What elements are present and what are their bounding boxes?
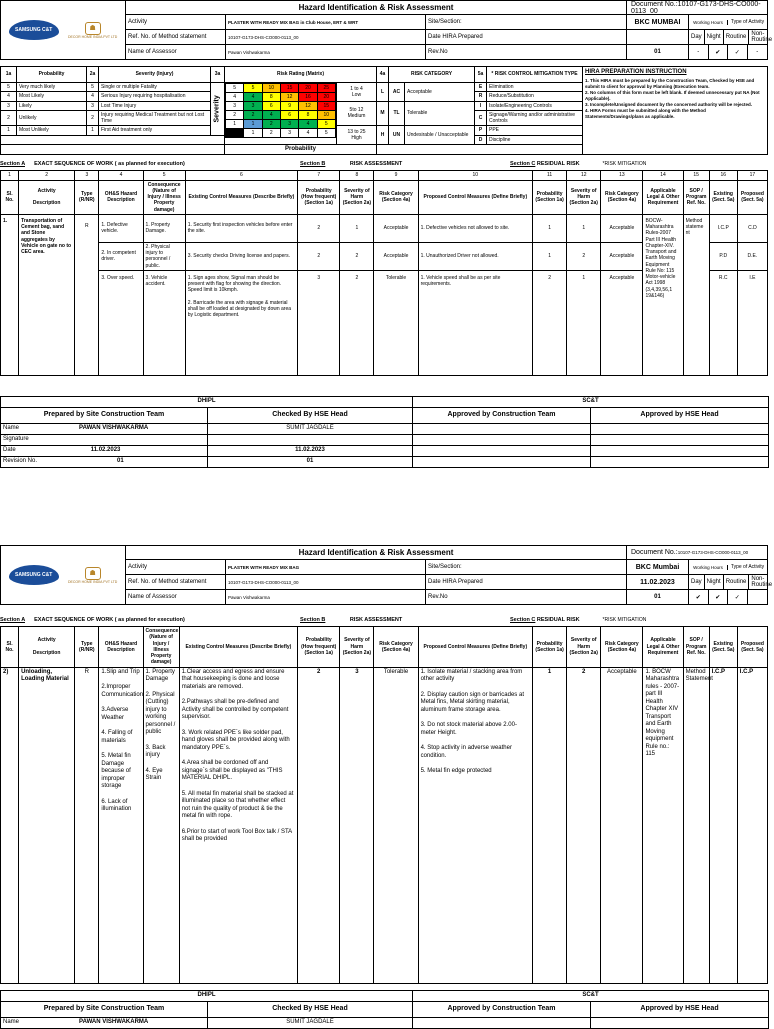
list-item: 4. Stop activity in adverse weather condition.	[420, 745, 512, 759]
proposed-controls-list	[418, 667, 532, 983]
column-number: 6	[185, 171, 297, 180]
list-item: 2.Pathways shall be pre-defined and Activity shall be controlled by competent supervisor.	[181, 699, 289, 720]
list-item: 5. Metal fin Damage because of improper storage	[101, 753, 131, 789]
column-headers: Sl. No. Activity Description Type (R/NR) OH&S Hazard Description Consequence (Nature of Injury / Illness Property damage) Existing Control Measures (Describe Briefly) Probability (How frequent) (Section 1a) Severity of Harm (Section 2a) Risk Category (Section 4a) Proposed Control Measures (Define Briefly) Probability (Section 1a) Severity of Harm (Section 2a) Risk Category (Section 4a) Applicable Legal & Other Requirement SOP / Program Ref. No. Existing (Sect. 5a) Proposed (Sect. 5a)	[1, 180, 768, 214]
decor-logo: ☗ DECOR HOME INDIA PVT LTD	[68, 22, 117, 39]
column-number: 15	[683, 171, 709, 180]
risk-matrix: 5 5 10 15 20 25 4 4 8 12 16 20 3 3 6 9 12 15 2 2 4 6 8 10 1 1 2 3 4 5 1 2 3 4 5	[225, 83, 337, 145]
list-item: 6.Prior to start of work Tool Box talk / STA shall be provided	[181, 828, 292, 842]
hira-table-1	[0, 170, 768, 376]
column-number: 3	[75, 171, 99, 180]
assessor-value: Pawan Vishwakarma	[226, 45, 426, 59]
list-item: 4. Falling of materials	[101, 730, 133, 744]
decor-logo: ☗ DECOR HOME INDIA PVT LTD	[68, 567, 117, 584]
section-headings: Section A EXACT SEQUENCE OF WORK ( as planned for execution) Section B RISK ASSESSMENT Section C RESIDUAL RISK *RISK MITIGATION	[0, 161, 647, 168]
column-number: 4	[99, 171, 143, 180]
activity-value: PLASTER WITH READY MIX BAG in Club House, ERT & WRT	[226, 15, 426, 29]
list-item: 4. Eye Strain	[145, 767, 163, 781]
list-item: 3. Do not stock material above 2.00-meter Height.	[420, 722, 517, 736]
column-number: 7	[298, 171, 340, 180]
form-title: Hazard Identification & Risk Assessment	[126, 1, 626, 15]
risk-legend-table: 1a Probability 2a Severity (Injury) 3a Risk Rating (Matrix) 4a RISK CATEGORY 5a * RISK CONTROL MITIGATION TYPE 5 Very much likely 5 Single or multiple Fatality Severity 5 5 10 15 20 25 4 4 8 12 16 20 3 3 6 9 12 15 2 2 4 6 8 10 1 1 2 3 4 5 1 2 3 4 5 1 to 4 Low L AC Acceptable E Elimination 4 Most Likely 4 Serious Injury requiring hospitalisation R Reduce/Substitution 3 Likely 3 Lost Time Injury 5to 12 Medium M TL Tolerable I Isolate/Engineering Controls 2 Unlikely 2 Injury requiring Medical Treatment but not Lost Time C Signage/Warning and/or administrative Controls 1 Most Unlikely 1 First Aid treatment only 13 to 25 High H UN Undesirable / Unacceptable P PPE D Discipline Probability	[0, 66, 583, 155]
approval-table-1: DHIPL SC&T Prepared by Site Construction Team Checked By HSE Head Approved by Construction Team Approved by HSE Head Name PAWAN VISHWAKARMA SUMIT JAGDALE Signature Date 11.02.2023 11.02.2023 Revision No. 01 01	[0, 396, 769, 468]
column-number: 11	[533, 171, 567, 180]
list-item: 1.Slip and Trip	[101, 668, 140, 675]
hira-instructions: HIRA PREPARATION INSTRUCTION 1. This HIRA must be prepared by the Construction Team, Checked by HSE and submit to client for approval by Planning (Execution team. 2. No columns of this form must be left blank. If deemed unnecessary put NA (Not Applicable). 3. Incomplete/Unsigned document by the concerned authority will be rejected. 4. HIRA Forms must be submitted along with the Method Statements/Drawings/plans as applicable.	[582, 66, 768, 155]
list-item: 4.Area shall be cordoned off and signage`s shall be displayed as "THIS MATERIAL DHIPL.	[181, 760, 283, 781]
column-headers: Sl. No. Activity Description Type (R/NR) OH&S Hazard Description Consequence (Nature of Injury / Illness Property damage) Existing Control Measures (Describe Briefly) Probability (How frequent) (Section 1a) Severity of Harm (Section 2a) Risk Category (Section 4a) Proposed Control Measures (Define Briefly) Probability (Section 1a) Severity of Harm (Section 2a) Risk Category (Section 4a) Applicable Legal & Other Requirement SOP / Program Ref. No. Existing (Sect. 5a) Proposed (Sect. 5a)	[1, 627, 768, 668]
list-item: 3. Back injury	[145, 744, 166, 758]
list-item: 1. Isolate material / stacking area from other activity	[420, 668, 523, 682]
document-number: Document No.:10107-G173-DHS-CO000-0113_00	[627, 1, 767, 15]
existing-controls-list	[179, 667, 297, 983]
list-item: 3.Adverse Weather	[101, 707, 129, 721]
samsung-logo: SAMSUNG C&T	[9, 20, 59, 40]
column-number: 5	[143, 171, 185, 180]
hira-header: SAMSUNG C&T ☗ DECOR HOME INDIA PVT LTD Hazard Identification & Risk Assessment Activity PLASTER WITH READY MIX BAG in Club House, ERT & WRT Site/Section: Ref. No. of Method statement 10107-G173-DHS-CO000-0113_00 Date HIRA Prepared Name of Assessor Pawan Vishwakarma Rev.No Document No.:10107-G173-DHS-CO000-0113_00 BKC MUMBAI Working Hours Type of Activity Day Night Routine Non-Routine 01 - ✔ ✓ -	[0, 0, 768, 60]
list-item: 3. Work related PPE`s like solder pad, hand gloves shall be provided along with mandatory PPE`s.	[181, 729, 290, 751]
list-item: 2.Improper Communication	[101, 684, 144, 698]
table-row: 3. Over speed. 3. Vehicle accident. 1. Sign ages show, Signal man should be present with flag for showing the direction. Speed limit is 10kmph. 2. Barricade the area with signage & material shall be off loaded at designated by down area by Logistic department. 3 2 Tolerable 1. Vehicle speed shall be as per site requirements. 2 1 Acceptable R.C I.E	[1, 270, 768, 375]
night-tick: ✔	[709, 45, 729, 59]
column-number: 14	[643, 171, 683, 180]
list-item: 2. Physical (Cutting) injury to working personnel / public	[145, 691, 176, 735]
ref-value: 10107-G173-DHS-CO000-0113_00	[226, 30, 426, 44]
approval-table-2: DHIPL SC&T Prepared by Site Construction Team Checked By HSE Head Approved by Construction Team Approved by HSE Head Name PAWAN VISHWAKARMA SUMIT JAGDALE	[0, 990, 769, 1029]
hazard-list	[99, 667, 143, 983]
column-number: 9	[374, 171, 418, 180]
column-number: 16	[709, 171, 737, 180]
page-1	[0, 0, 773, 515]
list-item: 2. Display caution sign or barricades at Metal fins, Metal skirting material, aluminum frame storage area.	[420, 691, 524, 713]
decor-logo-icon: ☗	[85, 22, 101, 35]
probability-axis-label: Probability	[225, 144, 377, 155]
column-number: 8	[340, 171, 374, 180]
page-2: SAMSUNG C&T ☗ DECOR HOME INDIA PVT LTD Hazard Identification & Risk Assessment Activity PLASTER WITH READY MIX BAG Site/Section: Ref. No. of Method statement 10107-G173-DHS-CO000-0113_00 Date HIRA Prepared Name of Assessor Pawan Vishwakarma Rev.No Document No.: 10107-G173-DHS-CO000-0113_00 BKC Mumbai Working Hours Type of Activity 11.02.2023 Day Night Routine Non-Routine 01 ✔ ✔ ✓ Section A EXACT SEQUENCE OF WORK ( as planned for execution) Section B RISK ASSESSMENT Section C RESIDUAL RISK *RISK MITIGATION Sl. No. Activity Description Type (R/NR) OH&S Hazard Description Consequence (Nature of Injury / Illness Property damage) Existing Control Measures (Describe Briefly) Probability (How frequent) (Section 1a) Severity of Harm (Section 2a) Risk Category (Section 4a) Proposed Control Measures (Define Briefly) Probability (Section 1a) Severity of Harm (Section 2a) Risk Category (Section 4a) Applicable Legal & Other Requirement SOP / Program Ref. No. Existing (Sect. 5a) Proposed (Sect. 5a) 2) Unloading, Loading Material R 1.Slip and Trip 2.Improper Communication 3.Adverse Weather 4. Falling of materials 5. Metal fin Damage because of improper storage 6. Lack of illumination 1. Property Damage 2. Physical (Cutting) injury to working personnel / public 3. Back injury 4. Eye Strain 1.Clear access and egress and ensure that housekeeping is done and loose materials are removed. 2.Pathways shall be pre-defined and Activity shall be controlled by competent supervisor. 3. Work related PPE`s like solder pad, hand gloves shall be provided along with mandatory PPE`s. 4.Area shall be cordoned off and signage`s shall be displayed as "THIS MATERIAL DHIPL. 5. All metal fin material shall be stacked at illuminated place so that whether effect not ruin the quality of product & tie the metal fin with rope. 6.Prior to start of work Tool Box talk / STA shall be provided 2 3 Tolerable 1. Isolate material / stacking area from other activity 2. Display caution sign or barricades at Metal fins, Metal skirting material, aluminum frame storage area. 3. Do not stock material above 2.00-meter Height. 4. Stop activity in adverse weather condition. 5. Metal fin edge protected 1 2 Acceptable 1. BOCW Maharashtra rules - 2007-part III Health Chapter XIV Transport and Earth Moving equipment Rule no.: 115 Method Statement I.C.P I.C.P DHIPL SC&T Prepared by Site Construction Team Checked By HSE Head Approved by Construction Team Approved by HSE Head Name PAWAN VISHWAKARMA SUMIT JAGDALE	[0, 545, 768, 1024]
routine-tick: ✓	[728, 45, 748, 59]
list-item: 5. Metal fin edge protected	[420, 768, 492, 774]
table-row: 1. Transportation of Cement bag, sand and Stone aggregates by Vehicle on gate no to CEC area. R 1. Defective vehicle. 1. Property Damage. 1. Security first inspection vehicles before enter the site. 2 1 Acceptable 1. Defective vehicles not allowed to site. 1 1 Acceptable BOCW-Maharashtra Rules-2007 Part III Health Chapter-XIV. Transport and Earth Moving Equipment Rule No: 115 Motor-vehicle Act 1998 (3,4,39,56,1 19&146) Method stateme nt I.C.P C.D	[1, 214, 768, 242]
column-number: 1	[1, 171, 19, 180]
table-row: 2) Unloading, Loading Material R 1.Slip and Trip 2.Improper Communication 3.Adverse Weather 4. Falling of materials 5. Metal fin Damage because of improper storage 6. Lack of illumination 1. Property Damage 2. Physical (Cutting) injury to working personnel / public 3. Back injury 4. Eye Strain 1.Clear access and egress and ensure that housekeeping is done and loose materials are removed. 2.Pathways shall be pre-defined and Activity shall be controlled by competent supervisor. 3. Work related PPE`s like solder pad, hand gloves shall be provided along with mandatory PPE`s. 4.Area shall be cordoned off and signage`s shall be displayed as "THIS MATERIAL DHIPL. 5. All metal fin material shall be stacked at illuminated place so that whether effect not ruin the quality of product & tie the metal fin with rope. 6.Prior to start of work Tool Box talk / STA shall be provided 2 3 Tolerable 1. Isolate material / stacking area from other activity 2. Display caution sign or barricades at Metal fins, Metal skirting material, aluminum frame storage area. 3. Do not stock material above 2.00-meter Height. 4. Stop activity in adverse weather condition. 5. Metal fin edge protected 1 2 Acceptable 1. BOCW Maharashtra rules - 2007-part III Health Chapter XIV Transport and Earth Moving equipment Rule no.: 115 Method Statement I.C.P I.C.P	[1, 667, 768, 983]
consequence-list	[143, 667, 179, 983]
column-number: 12	[567, 171, 601, 180]
logos	[1, 1, 126, 59]
column-number: 13	[601, 171, 643, 180]
site-value: BKC MUMBAI	[627, 15, 689, 29]
checker-name: SUMIT JAGDALE	[208, 423, 413, 434]
column-number: 2	[19, 171, 75, 180]
samsung-logo: SAMSUNG C&T	[9, 565, 59, 585]
list-item: 6. Lack of illumination	[101, 798, 132, 812]
rev-value: 01	[627, 45, 689, 59]
table-row: 2. In competent driver. 2. Physical injury to personnel / public. 3. Security checks Driving license and papers. 2 2 Acceptable 1. Unauthorized Driver not allowed. 1 2 Acceptable P.D D.E.	[1, 242, 768, 270]
column-number: 17	[737, 171, 767, 180]
hira-table-2	[0, 626, 768, 984]
list-item: 1.Clear access and egress and ensure that housekeeping is done and loose materials are removed.	[181, 668, 285, 690]
preparer-name: PAWAN VISHWAKARMA	[79, 425, 149, 431]
list-item: 1. Property Damage	[145, 668, 175, 682]
decor-logo-icon: ☗	[85, 567, 101, 580]
severity-axis-label: Severity	[211, 83, 225, 136]
column-number: 10	[418, 171, 532, 180]
list-item: 5. All metal fin material shall be stacked at illuminated place so that whether effect not ruin the quality of product & tie the metal fin with rope.	[181, 790, 294, 819]
legend	[0, 66, 768, 155]
hira-header-2: SAMSUNG C&T ☗ DECOR HOME INDIA PVT LTD Hazard Identification & Risk Assessment Activity PLASTER WITH READY MIX BAG Site/Section: Ref. No. of Method statement 10107-G173-DHS-CO000-0113_00 Date HIRA Prepared Name of Assessor Pawan Vishwakarma Rev.No Document No.: 10107-G173-DHS-CO000-0113_00 BKC Mumbai Working Hours Type of Activity 11.02.2023 Day Night Routine Non-Routine 01 ✔ ✔ ✓	[0, 545, 768, 605]
column-numbers	[1, 171, 768, 180]
